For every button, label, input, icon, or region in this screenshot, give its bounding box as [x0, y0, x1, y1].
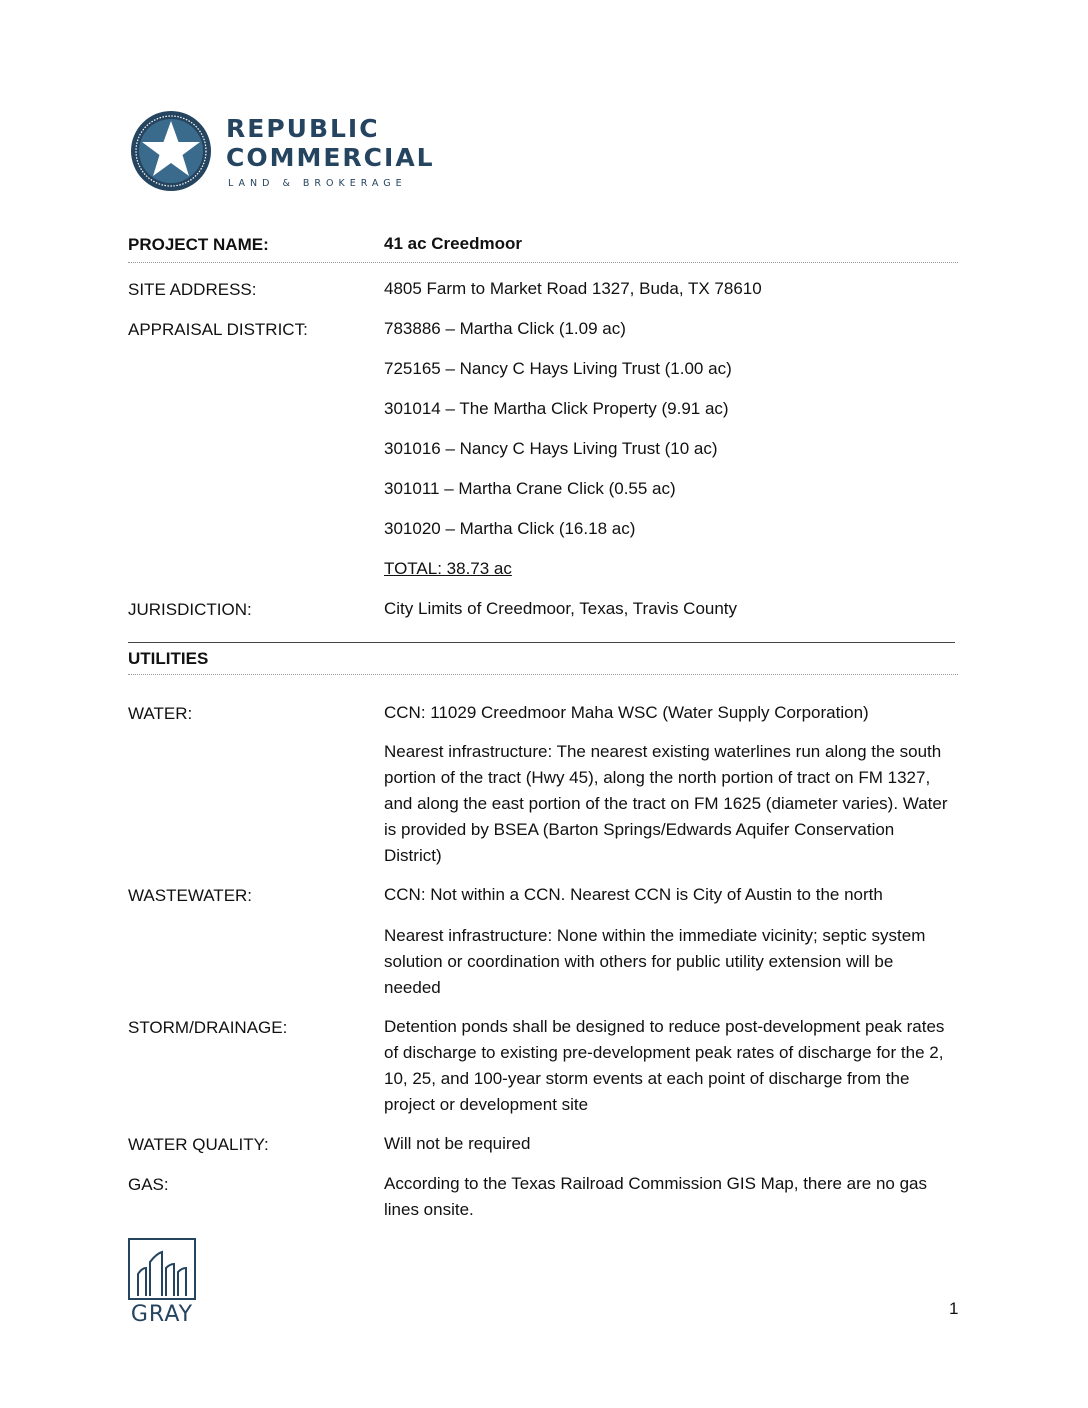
jurisdiction-label: JURISDICTION:: [128, 600, 252, 619]
appraisal-item: 725165 – Nancy C Hays Living Trust (1.00 ac): [384, 359, 732, 378]
appraisal-total: TOTAL: 38.73 ac: [384, 559, 512, 578]
water-label: WATER:: [128, 704, 193, 723]
appraisal-district-label: APPRAISAL DISTRICT:: [128, 320, 308, 339]
wastewater-label: WASTEWATER:: [128, 886, 253, 905]
water-ccn: CCN: 11029 Creedmoor Maha WSC (Water Supply Corporation): [384, 703, 869, 722]
utilities-heading: UTILITIES: [128, 649, 209, 668]
appraisal-item: 301020 – Martha Click (16.18 ac): [384, 519, 636, 538]
water-quality-value: Will not be required: [384, 1134, 531, 1153]
gas-label: GAS:: [128, 1175, 169, 1194]
appraisal-item: 783886 – Martha Click (1.09 ac): [384, 319, 626, 338]
site-address-value: 4805 Farm to Market Road 1327, Buda, TX 78610: [384, 279, 762, 298]
wastewater-ccn: CCN: Not within a CCN. Nearest CCN is City of Austin to the north: [384, 885, 883, 904]
gray-logo: [128, 1238, 196, 1328]
water-quality-label: WATER QUALITY:: [128, 1135, 269, 1154]
storm-drainage-value: Detention ponds shall be designed to reduce post-development peak rates of discharge to existing pre-development peak rates of discharge for the 2, 10, 25, and 100-year storm events at each point of discharge from the project or development site: [384, 1017, 945, 1114]
gray-logo-text: GRAY: [130, 1302, 194, 1327]
building-icon: [128, 1238, 196, 1300]
star-seal-icon: [130, 110, 212, 192]
project-name-label: PROJECT NAME:: [128, 235, 269, 254]
page-number: 1: [949, 1299, 959, 1318]
brand-tagline: LAND & BROKERAGE: [228, 178, 407, 189]
appraisal-item: 301011 – Martha Crane Click (0.55 ac): [384, 479, 676, 498]
storm-drainage-label: STORM/DRAINAGE:: [128, 1018, 288, 1037]
appraisal-item: 301016 – Nancy C Hays Living Trust (10 ac): [384, 439, 718, 458]
divider: [128, 674, 958, 675]
brand-name-line1: REPUBLIC: [226, 114, 380, 143]
gas-value: According to the Texas Railroad Commission GIS Map, there are no gas lines onsite.: [384, 1174, 928, 1219]
wastewater-infrastructure: Nearest infrastructure: None within the immediate vicinity; septic system solution or coordination with others for public utility extension will be needed: [384, 926, 926, 997]
republic-commercial-logo: [130, 110, 470, 200]
divider: [128, 262, 958, 263]
appraisal-item: 301014 – The Martha Click Property (9.91 ac): [384, 399, 729, 418]
water-infrastructure: Nearest infrastructure: The nearest existing waterlines run along the south portion of the tract (Hwy 45), along the north portion of tract on FM 1327, and along the east portion of the tract on FM 1625 (diameter varies). Water is provided by BSEA (Barton Springs/Edwards Aquifer Conservation District): [384, 742, 948, 865]
section-divider: [128, 642, 955, 643]
site-address-label: SITE ADDRESS:: [128, 280, 257, 299]
jurisdiction-value: City Limits of Creedmoor, Texas, Travis County: [384, 599, 738, 618]
project-name-value: 41 ac Creedmoor: [384, 234, 522, 253]
brand-name-line2: COMMERCIAL: [226, 143, 435, 172]
